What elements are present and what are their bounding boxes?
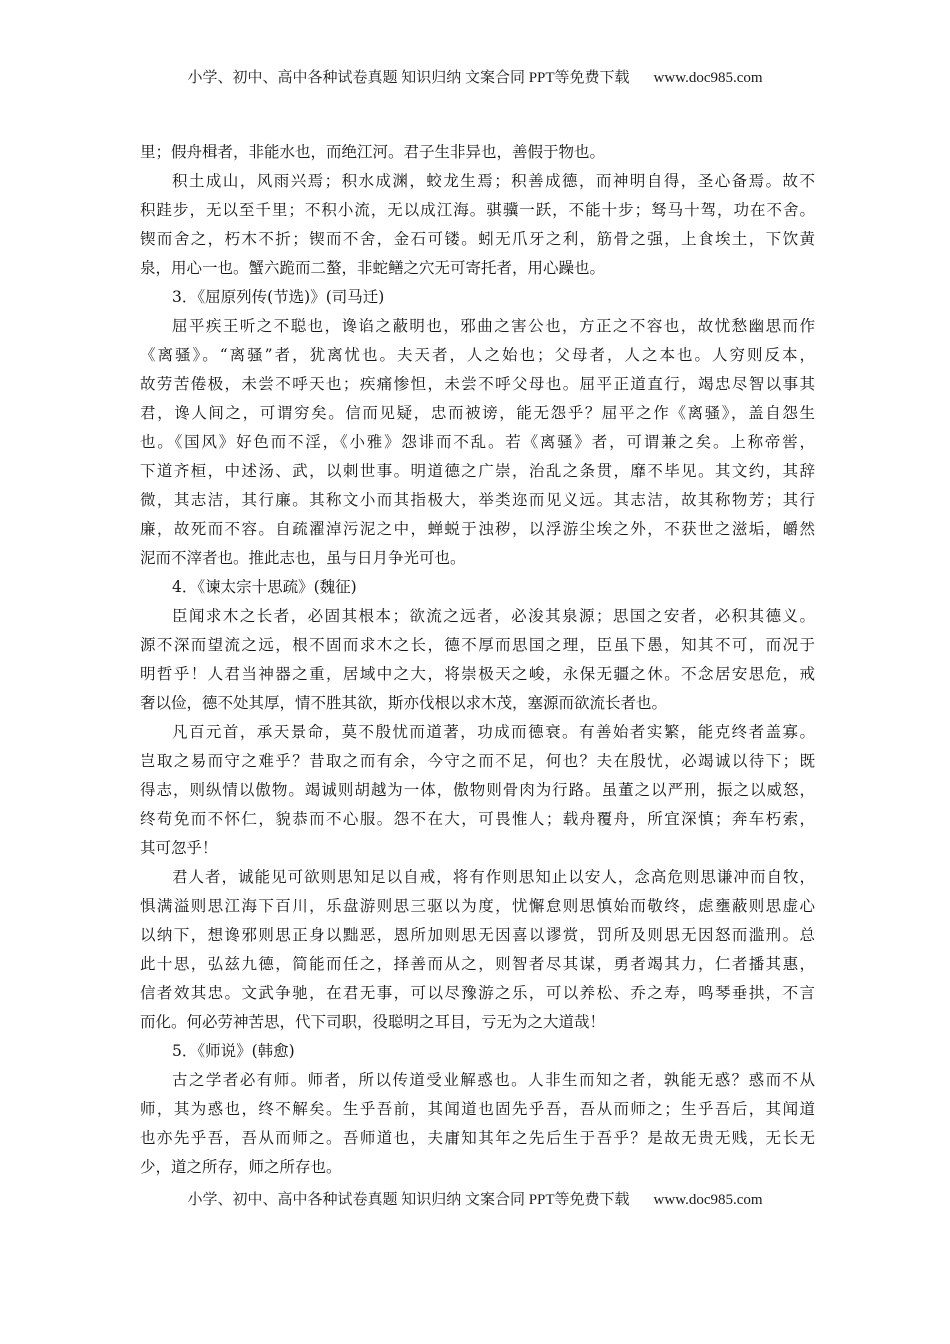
text-line: 其可忽乎！	[140, 839, 218, 857]
paragraph	[140, 167, 815, 283]
section-heading-text: 4．《谏太宗十思疏》(魏征)	[172, 578, 357, 596]
paragraph	[140, 718, 815, 863]
header-site: www.doc985.com	[653, 70, 763, 86]
text-line: 君人者，诚能见可欲则思知足以自戒，将有作则思知止以安人，念高危则思谦冲而自牧，	[172, 868, 815, 886]
text-line: 惧满溢则思江海下百川，乐盘游则思三驱以为度，忧懈怠则思慎始而敬终，虑壅蔽则思虚心	[140, 897, 815, 915]
section-heading	[140, 283, 815, 312]
section-heading-text: 3．《屈原列传(节选)》(司马迁)	[172, 288, 385, 306]
paragraph	[140, 1066, 815, 1182]
section-heading	[140, 1037, 815, 1066]
text-line: 得志，则纵情以傲物。竭诚则胡越为一体，傲物则骨肉为行路。虽董之以严刑，振之以威怒，	[140, 781, 815, 799]
header-slogan: 小学、初中、高中各种试卷真题 知识归纳 文案合同 PPT等免费下载	[187, 70, 630, 86]
body-text	[140, 138, 815, 1182]
continued-paragraph	[140, 138, 815, 167]
text-line: 屈平疾王听之不聪也，谗谄之蔽明也，邪曲之害公也，方正之不容也，故忧愁幽思而作	[172, 317, 815, 335]
footer-slogan: 小学、初中、高中各种试卷真题 知识归纳 文案合同 PPT等免费下载	[187, 1192, 630, 1208]
text-line: 源不深而望流之远，根不固而求木之长，德不厚而思国之理，臣虽下愚，知其不可，而况于	[140, 636, 815, 654]
text-line: 臣闻求木之长者，必固其根本；欲流之远者，必浚其泉源；思国之安者，必积其德义。	[172, 607, 815, 625]
text-line: 师，其为惑也，终不解矣。生乎吾前，其闻道也固先乎吾，吾从而师之；生乎吾后，其闻道	[140, 1100, 815, 1118]
text-line: 积跬步，无以至千里；不积小流，无以成江海。骐骥一跃，不能十步；驽马十驾，功在不舍。	[140, 201, 815, 219]
text-line: 里；假舟楫者，非能水也，而绝江河。君子生非异也，善假于物也。	[140, 143, 606, 161]
text-line: 终苟免而不怀仁，貌恭而不心服。怨不在大，可畏惟人；载舟覆舟，所宜深慎；奔车朽索，	[140, 810, 815, 828]
header-banner	[0, 66, 950, 90]
paragraph	[140, 602, 815, 718]
section-heading-text: 5．《师说》(韩愈)	[172, 1042, 295, 1060]
text-line: 而化。何必劳神苦思，代下司职，役聪明之耳目，亏无为之大道哉！	[140, 1013, 606, 1031]
text-line: 故劳苦倦极，未尝不呼天也；疾痛惨怛，未尝不呼父母也。屈平正道直行，竭忠尽智以事其	[140, 375, 815, 393]
text-line: 泉，用心一也。蟹六跪而二螯，非蛇鳝之穴无可寄托者，用心躁也。	[140, 259, 606, 277]
text-line: 也亦先乎吾，吾从而师之。吾师道也，夫庸知其年之先后生于吾乎？是故无贵无贱，无长无	[140, 1129, 815, 1147]
text-line: 以纳下，想谗邪则思正身以黜恶，恩所加则思无因喜以谬赏，罚所及则思无因怒而滥刑。总	[140, 926, 815, 944]
section-heading	[140, 573, 815, 602]
footer-site: www.doc985.com	[653, 1192, 763, 1208]
text-line: 古之学者必有师。师者，所以传道受业解惑也。人非生而知之者，孰能无惑？惑而不从	[172, 1071, 815, 1089]
text-line: 奢以俭，德不处其厚，情不胜其欲，斯亦伐根以求木茂，塞源而欲流长者也。	[140, 694, 668, 712]
text-line: 明哲乎！人君当神器之重，居域中之大，将崇极天之峻，永保无疆之休。不念居安思危，戒	[140, 665, 815, 683]
text-line: 少，道之所存，师之所存也。	[140, 1158, 342, 1176]
text-line: 岂取之易而守之难乎？昔取之而有余，今守之而不足，何也？夫在殷忧，必竭诚以待下；既	[140, 752, 815, 770]
text-line: 此十思，弘兹九德，简能而任之，择善而从之，则智者尽其谋，勇者竭其力，仁者播其惠，	[140, 955, 815, 973]
text-line: 君，谗人间之，可谓穷矣。信而见疑，忠而被谤，能无怨乎？屈平之作《离骚》，盖自怨生	[140, 404, 815, 422]
text-line: 泥而不滓者也。推此志也，虽与日月争光可也。	[140, 549, 466, 567]
text-line: 《离骚》。“离骚”者，犹离忧也。夫天者，人之始也；父母者，人之本也。人穷则反本，	[140, 346, 815, 364]
text-line: 积土成山，风雨兴焉；积水成渊，蛟龙生焉；积善成德，而神明自得，圣心备焉。故不	[172, 172, 815, 190]
text-line: 也。《国风》好色而不淫，《小雅》怨诽而不乱。若《离骚》者，可谓兼之矣。上称帝喾，	[140, 433, 815, 451]
text-line: 信者效其忠。文武争驰，在君无事，可以尽豫游之乐，可以养松、乔之寿，鸣琴垂拱，不言	[140, 984, 815, 1002]
paragraph	[140, 312, 815, 573]
text-line: 锲而舍之，朽木不折；锲而不舍，金石可镂。蚓无爪牙之利，筋骨之强，上食埃土，下饮黄	[140, 230, 815, 248]
footer-banner	[0, 1188, 950, 1212]
text-line: 下道齐桓，中述汤、武，以刺世事。明道德之广崇，治乱之条贯，靡不毕见。其文约，其辞	[140, 462, 815, 480]
text-line: 廉，故死而不容。自疏濯淖污泥之中，蝉蜕于浊秽，以浮游尘埃之外，不获世之滋垢，皭然	[140, 520, 815, 538]
paragraph	[140, 863, 815, 1037]
text-line: 凡百元首，承天景命，莫不殷忧而道著，功成而德衰。有善始者实繁，能克终者盖寡。	[172, 723, 815, 741]
text-line: 微，其志洁，其行廉。其称文小而其指极大，举类迩而见义远。其志洁，故其称物芳；其行	[140, 491, 815, 509]
